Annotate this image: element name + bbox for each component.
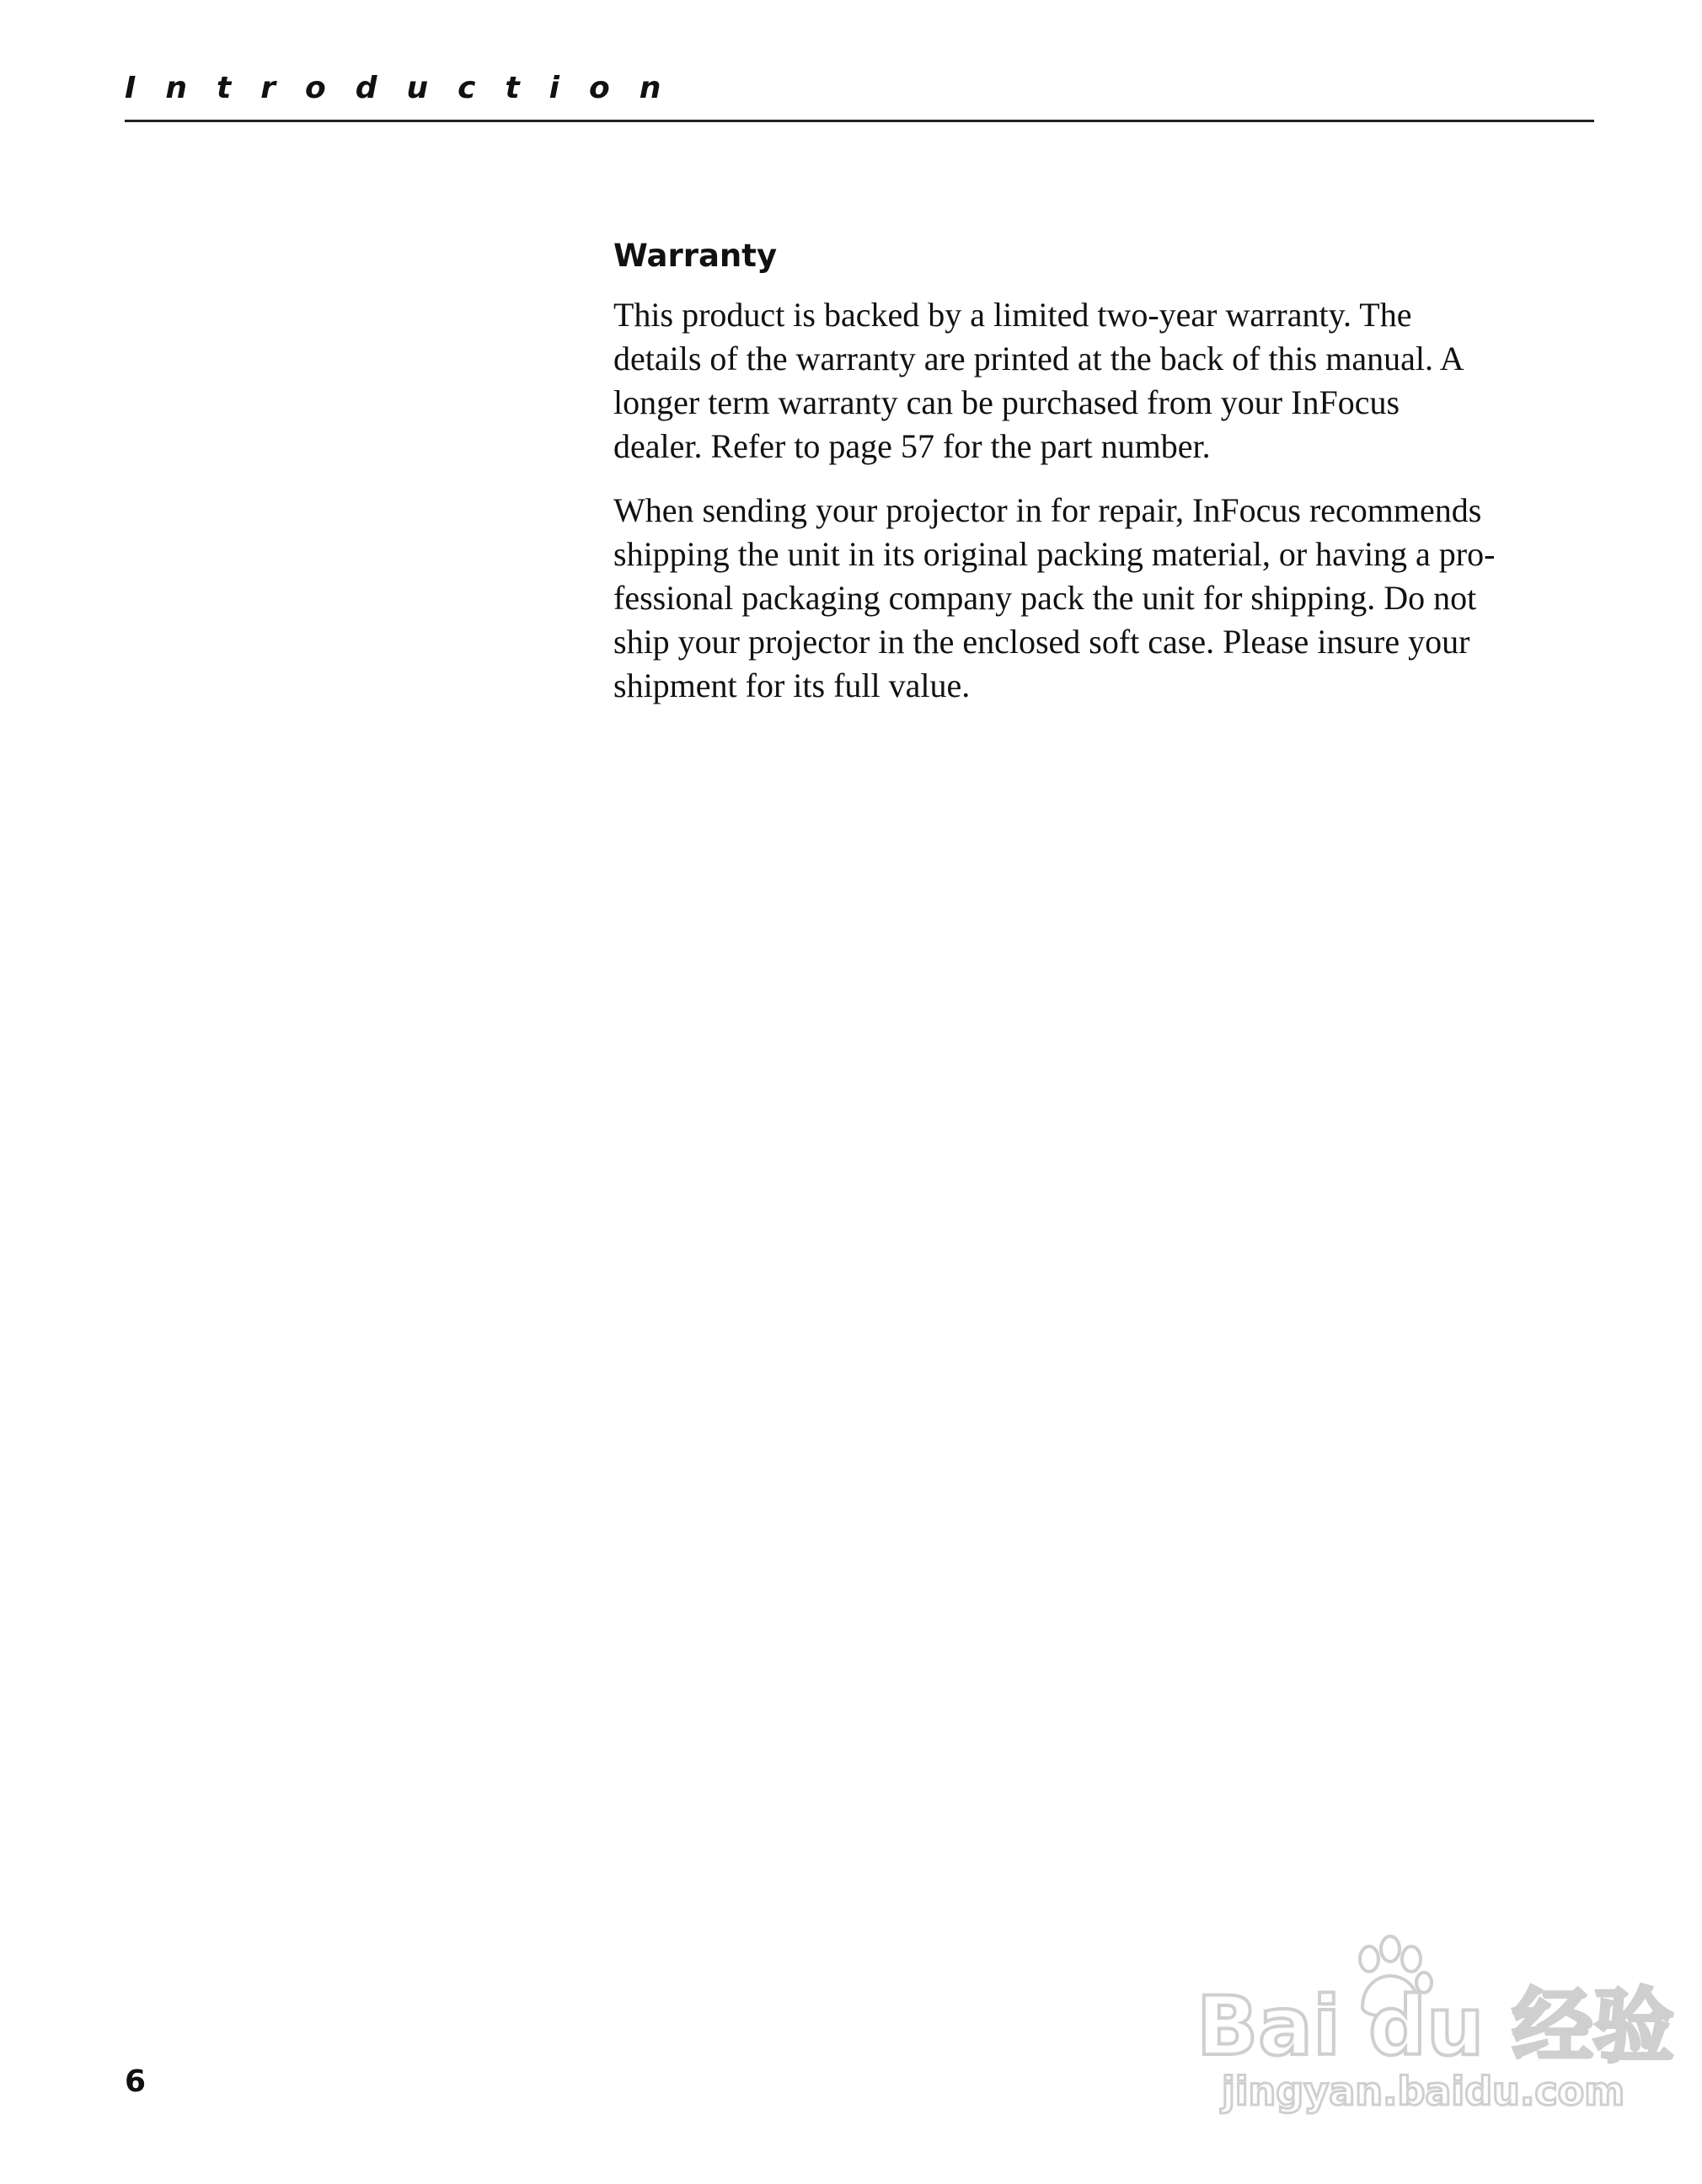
baidu-watermark: [1196, 1934, 1674, 2114]
watermark-url: jingyan.baidu.com: [1222, 2069, 1625, 2114]
section-heading: Warranty: [613, 238, 778, 274]
running-head: Introduction: [125, 71, 691, 105]
header-rule: [125, 120, 1594, 122]
text-line: fessional packaging company pack the unit for shipping. Do not: [613, 579, 1477, 617]
warranty-section: [613, 236, 1594, 728]
text-line: This product is backed by a limited two-year warranty. The: [613, 296, 1412, 334]
text-line: dealer. Refer to page 57 for the part number.: [613, 427, 1211, 465]
page-number: 6: [125, 2064, 147, 2099]
text-line: ship your projector in the enclosed soft case. Please insure your: [613, 623, 1470, 661]
paragraph-shipping: [613, 489, 1594, 708]
text-line: When sending your projector in for repair, InFocus recommends: [613, 491, 1482, 529]
paragraph-warranty-terms: [613, 293, 1594, 468]
text-line: shipping the unit in its original packing material, or having a pro-: [613, 535, 1496, 573]
text-line: longer term warranty can be purchased from your InFocus: [613, 383, 1400, 421]
text-line: shipment for its full value.: [613, 666, 971, 704]
watermark-brand: Bai du 经验: [1196, 1979, 1674, 2074]
text-line: details of the warranty are printed at the back of this manual. A: [613, 340, 1464, 377]
